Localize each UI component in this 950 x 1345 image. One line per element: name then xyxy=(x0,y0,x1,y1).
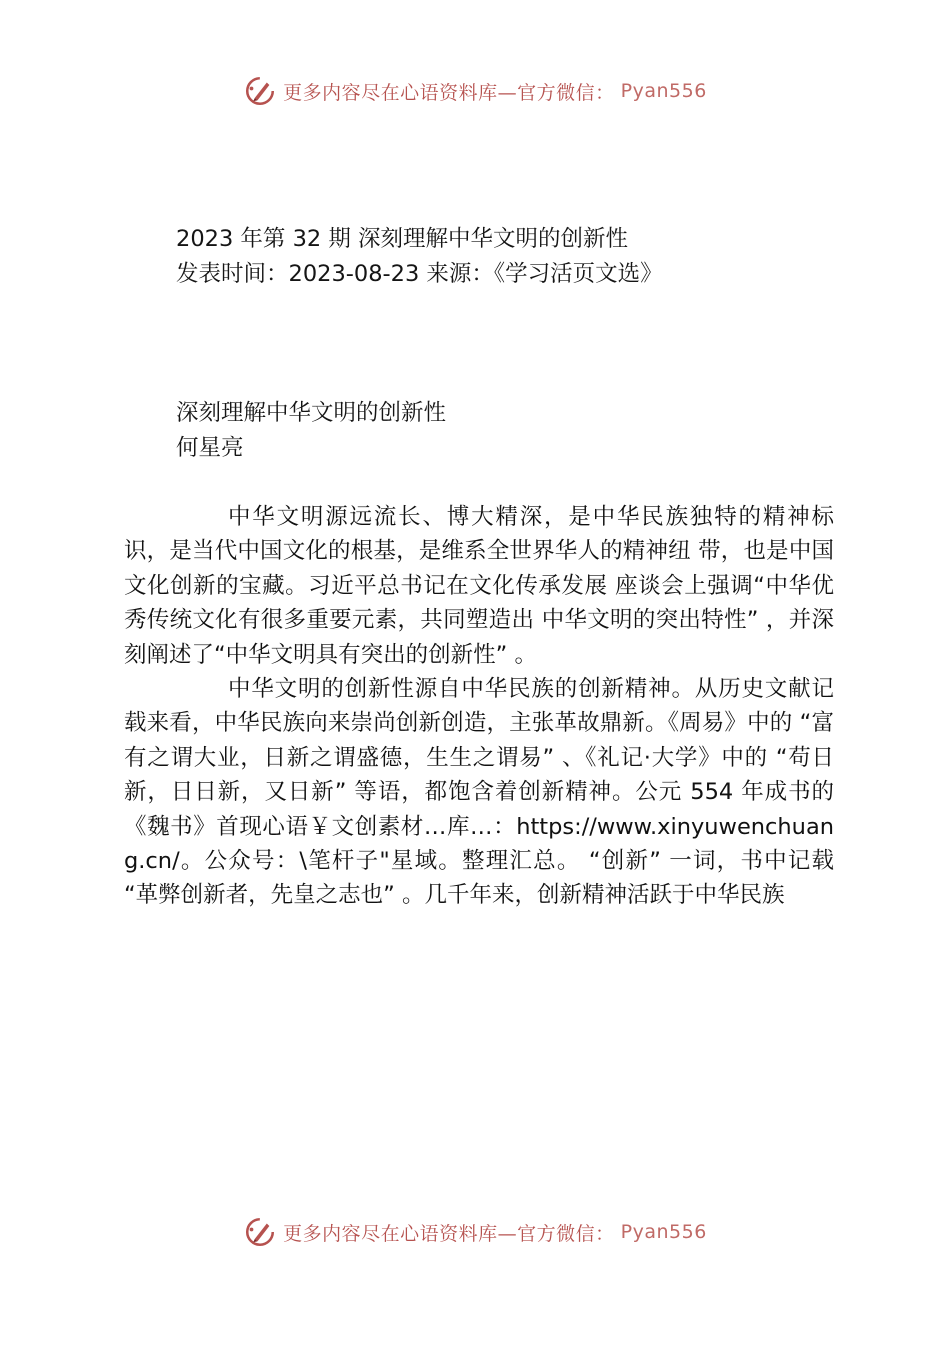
bottom-watermark-banner xyxy=(0,1215,950,1249)
banner-wechat-id: Pyan556 xyxy=(620,80,707,102)
pen-nib-logo-icon xyxy=(243,74,277,108)
issue-header xyxy=(176,222,663,292)
paragraph-2: 中华文明的创新性源自中华民族的创新精神。从历史文献记载来看，中华民族向来崇尚创新创造，主张革故鼎新。《周易》中的 “富有之谓大业，日新之谓盛德，生生之谓易” 、《礼记·大学》中的 “苟日新，日日新，又日新” 等语，都饱含着创新精神。公元 554 年成书的《魏书》首现心语￥文创素材…库…：https://www.xinyuwenchuang.cn/。公众号：\笔杆子"星域。整理汇总。 “创新” 一词，书中记载 “革弊创新者，先皇之志也” 。几千年来，创新精神活跃于中华民族 xyxy=(124,676,834,909)
article-author: 何星亮 xyxy=(176,435,244,461)
top-watermark-banner xyxy=(0,74,950,108)
banner-wechat-id: Pyan556 xyxy=(620,1221,707,1243)
article-body xyxy=(124,500,834,913)
publish-meta-line: 发表时间：2023-08-23 来源：《学习活页文选》 xyxy=(176,261,663,287)
article-heading xyxy=(176,396,446,466)
article-title: 深刻理解中华文明的创新性 xyxy=(176,400,447,426)
banner-text: 更多内容尽在心语资料库—官方微信： xyxy=(283,81,615,104)
issue-line: 2023 年第 32 期 深刻理解中华文明的创新性 xyxy=(176,226,629,252)
banner-text: 更多内容尽在心语资料库—官方微信： xyxy=(283,1222,615,1245)
paragraph-1: 中华文明源远流长、博大精深，是中华民族独特的精神标识，是当代中国文化的根基，是维系全世界华人的精神纽 带，也是中国文化创新的宝藏。习近平总书记在文化传承发展 座谈会上强调“中华优秀传统文化有很多重要元素，共同塑造出 中华文明的突出特性” ，并深刻阐述了“中华文明具有突出的创新性” 。 xyxy=(124,504,834,668)
pen-nib-logo-icon xyxy=(243,1215,277,1249)
